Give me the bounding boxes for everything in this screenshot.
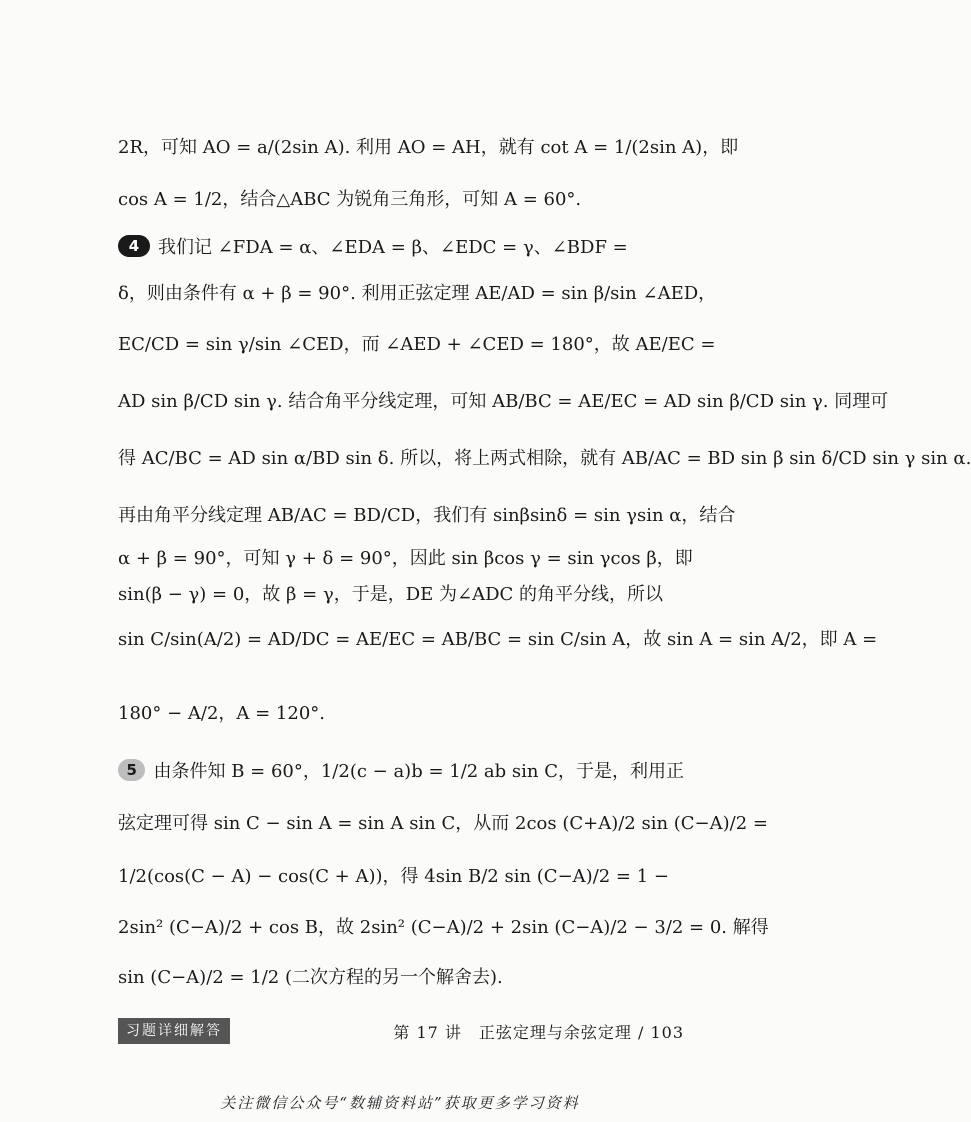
text-line-4: δ，则由条件有 α + β = 90°. 利用正弦定理 AE/AD = sin β/sin ∠AED， (118, 283, 717, 304)
question-badge-5: 5 (118, 759, 145, 781)
text-line-9: α + β = 90°，可知 γ + δ = 90°，因此 sin βcos γ = sin γcos β，即 (118, 548, 693, 569)
text-line-7: 得 AC/BC = AD sin α/BD sin δ. 所以，将上两式相除，就有 AB/AC = BD sin β sin δ/CD sin γ sin α. (118, 448, 971, 469)
text-line-11: sin C/sin(A/2) = AD/DC = AE/EC = AB/BC = sin C/sin A，故 sin A = sin A/2，即 A = (118, 629, 878, 650)
question-badge-4: 4 (118, 235, 150, 257)
text-line-17: sin (C−A)/2 = 1/2 (二次方程的另一个解舍去). (118, 967, 503, 988)
footer-chapter-title: 第 17 讲 正弦定理与余弦定理 / 103 (393, 1023, 684, 1042)
text-line-15: 1/2(cos(C − A) − cos(C + A))，得 4sin B/2 sin (C−A)/2 = 1 − (118, 866, 669, 887)
text-line-3 (118, 230, 684, 262)
text-line-13 (118, 748, 684, 792)
text-line-2: cos A = 1/2，结合△ABC 为锐角三角形，可知 A = 60°. (118, 189, 582, 210)
text-line-12: 180° − A/2，A = 120°. (118, 703, 325, 724)
watermark-text: 关注微信公众号“数辅资料站”获取更多学习资料 (220, 1094, 580, 1112)
text-line-8: 再由角平分线定理 AB/AC = BD/CD，我们有 sinβsinδ = sin γsin α，结合 (118, 505, 736, 526)
text-line-10: sin(β − γ) = 0，故 β = γ，于是，DE 为∠ADC 的角平分线，所以 (118, 584, 664, 605)
text-line-14: 弦定理可得 sin C − sin A = sin A sin C，从而 2cos (C+A)/2 sin (C−A)/2 = (118, 813, 768, 834)
footer-section-label: 习题详细解答 (118, 1018, 230, 1044)
text-line-1: 2R，可知 AO = a/(2sin A). 利用 AO = AH，就有 cot A = 1/(2sin A)，即 (118, 137, 739, 158)
text-line-3-content: 我们记 ∠FDA = α、∠EDA = β、∠EDC = γ、∠BDF = (158, 237, 628, 258)
text-line-16: 2sin² (C−A)/2 + cos B，故 2sin² (C−A)/2 + 2sin (C−A)/2 − 3/2 = 0. 解得 (118, 917, 769, 938)
text-line-13-content: 由条件知 B = 60°，1/2(c − a)b = 1/2 ab sin C，于是，利用正 (153, 761, 684, 782)
text-line-5: EC/CD = sin γ/sin ∠CED，而 ∠AED + ∠CED = 180°，故 AE/EC = (118, 334, 716, 355)
text-line-6: AD sin β/CD sin γ. 结合角平分线定理，可知 AB/BC = AE/EC = AD sin β/CD sin γ. 同理可 (118, 391, 889, 412)
